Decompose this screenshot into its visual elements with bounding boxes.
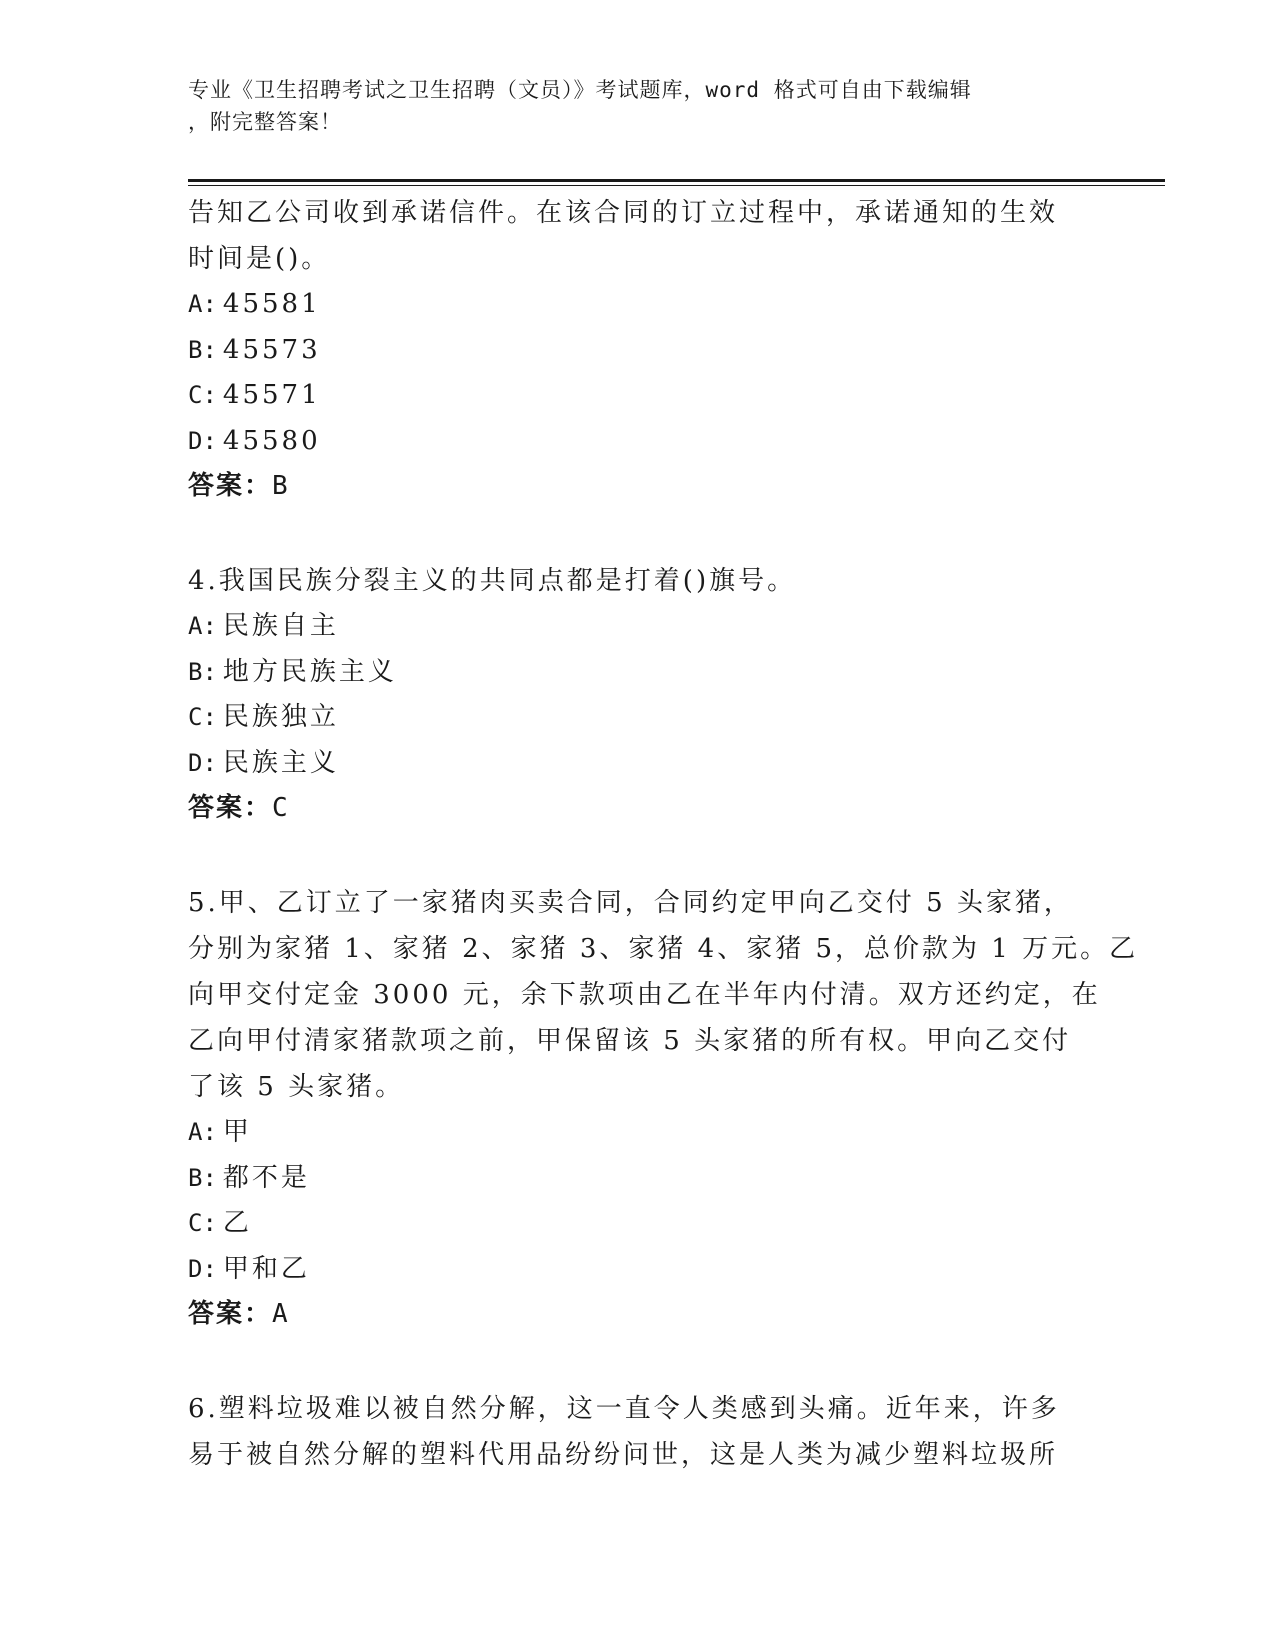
option-a: A: 45581: [188, 289, 321, 319]
question-stem-line: 分别为家猪 1、家猪 2、家猪 3、家猪 4、家猪 5，总价款为 1 万元。乙: [188, 934, 1139, 964]
option-d: D: 民族主义: [188, 747, 339, 778]
question-stem-line: 易于被自然分解的塑料代用品纷纷问世，这是人类为减少塑料垃圾所: [188, 1440, 1059, 1470]
question-item: [188, 558, 1088, 830]
option-d: D: 45580: [188, 425, 321, 456]
question-stem-line: 6.塑料垃圾难以被自然分解，这一直令人类感到头痛。近年来，许多: [188, 1394, 1060, 1424]
option-d: D: 甲和乙: [188, 1253, 310, 1284]
option-c: C: 民族独立: [188, 702, 339, 732]
question-stem-line: 5.甲、乙订立了一家猪肉买卖合同，合同约定甲向乙交付 5 头家猪，: [188, 888, 1073, 918]
question-item: [188, 1386, 1088, 1478]
question-stem-line: 4.我国民族分裂主义的共同点都是打着()旗号。: [188, 566, 797, 596]
option-a: A: 民族自主: [188, 611, 339, 641]
question-item: [188, 190, 1088, 508]
question-stem-line: 乙向甲付清家猪款项之前，甲保留该 5 头家猪的所有权。甲向乙交付: [188, 1026, 1072, 1056]
option-c: C: 乙: [188, 1208, 252, 1238]
question-stem-line: 告知乙公司收到承诺信件。在该合同的订立过程中，承诺通知的生效: [188, 198, 1059, 228]
question-stem-line: 时间是()。: [188, 244, 331, 274]
question-list: [188, 190, 1139, 1478]
question-stem-line: 向甲交付定金 3000 元，余下款项由乙在半年内付清。双方还约定，在: [188, 980, 1101, 1010]
question-stem-line: 了该 5 头家猪。: [188, 1072, 405, 1102]
header-rule-thick: [188, 179, 1165, 182]
answer-line: 答案：B: [188, 471, 290, 501]
option-a: A: 甲: [188, 1117, 252, 1147]
document-header: [188, 74, 1068, 138]
answer-line: 答案：C: [188, 793, 290, 823]
header-line-1: 专业《卫生招聘考试之卫生招聘（文员）》考试题库，word 格式可自由下载编辑: [188, 78, 972, 102]
header-line-2: ，附完整答案！: [188, 110, 342, 134]
question-item: [188, 880, 1139, 1336]
answer-line: 答案：A: [188, 1299, 290, 1329]
header-rule-thin: [188, 185, 1165, 186]
option-c: C: 45571: [188, 380, 321, 410]
option-b: B: 都不是: [188, 1162, 310, 1193]
option-b: B: 45573: [188, 334, 321, 365]
option-b: B: 地方民族主义: [188, 656, 397, 687]
